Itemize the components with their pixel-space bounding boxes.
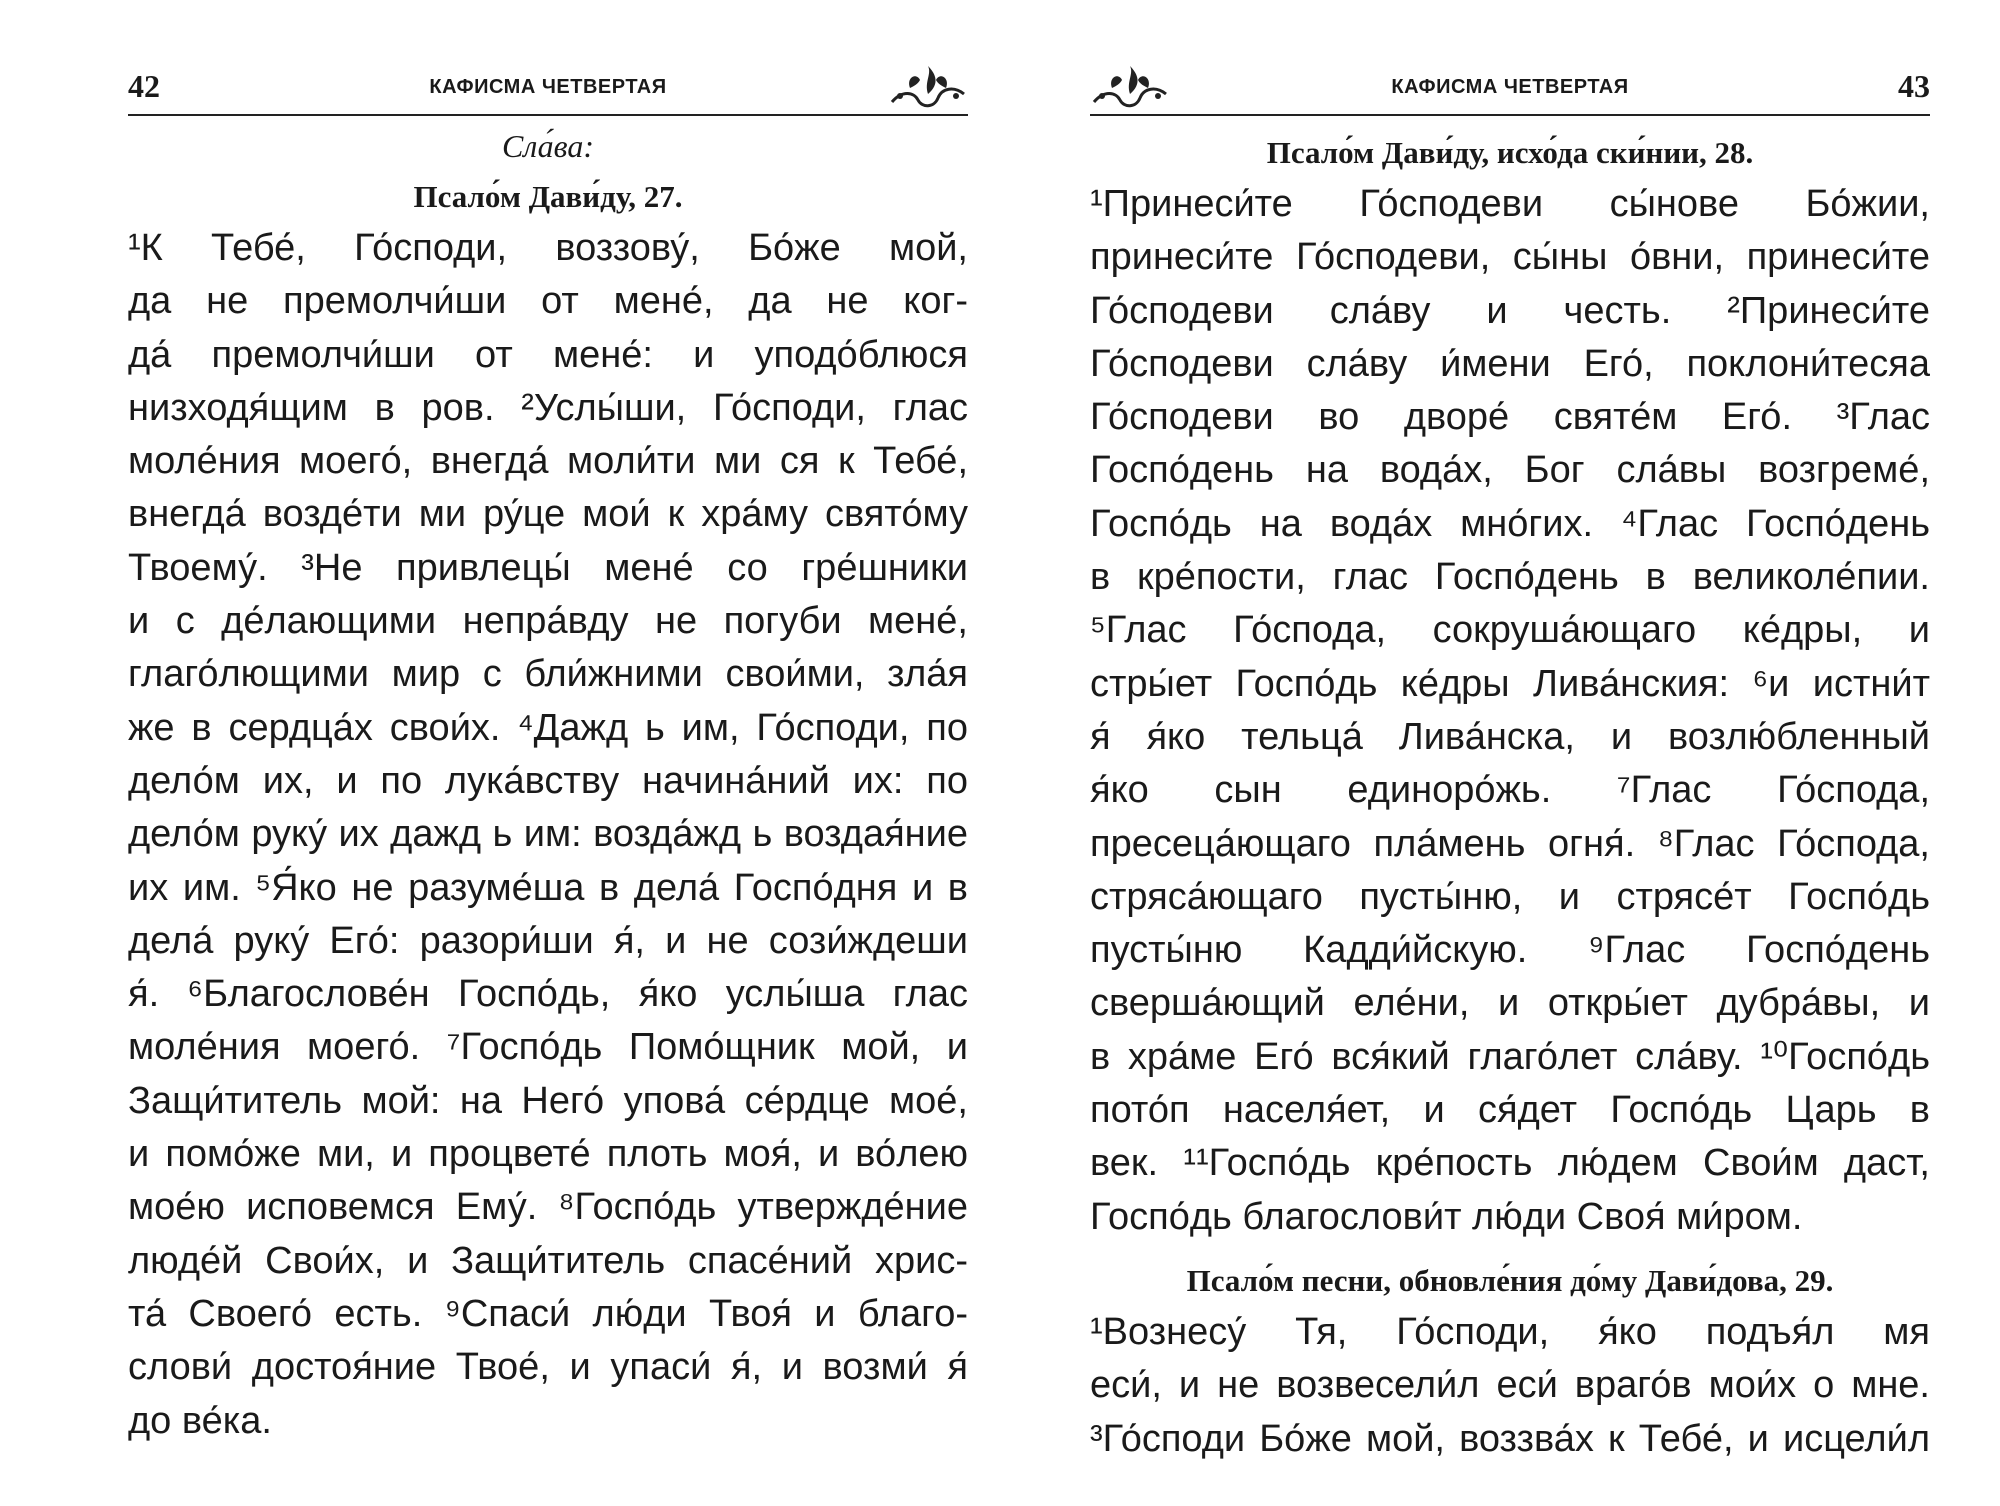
text-line: век. ¹¹Госпо́дь кре́пость лю́дем Свои́м даст,: [1090, 1142, 1930, 1185]
text-line: Защи́титель мой: на Него́ упова́ се́рдце мое́,: [128, 1079, 968, 1122]
text-line: дело́м руку́ их дажд ь им: возда́жд ь воздая́ние: [128, 813, 968, 856]
text-line: стряса́ющаго пусты́ню, и стрясе́т Госпо́дь: [1090, 875, 1930, 918]
text-line: слови́ достоя́ние Твое́, и упаси́ я́, и возми́ я́: [128, 1346, 968, 1389]
text-line: я́. ⁶Благослове́н Госпо́дь, я́ко услы́ша глас: [128, 973, 968, 1016]
text-line: Го́сподеви во дворе́ святе́м Его́. ³Глас: [1090, 396, 1930, 439]
text-line: я́ко сын единоро́жь. ⁷Глас Го́спода,: [1090, 769, 1930, 812]
text-line: ⁵Глас Го́спода, сокруша́ющаго ке́дры, и: [1090, 609, 1930, 652]
text-line: внегда́ возде́ти ми ру́це мои́ к хра́му свято́му: [128, 493, 968, 536]
psalm-title: Псало́м Дави́ду, 27.: [413, 179, 683, 214]
psalm-title: Псало́м песни, обновле́ния до́му Дави́дова, 29.: [1186, 1262, 1834, 1298]
text-line: пресеца́ющаго пла́мень огня́. ⁸Глас Го́спода,: [1090, 822, 1930, 865]
text-line: и с де́лающими непра́вду не погуби мене́,: [128, 600, 968, 643]
text-line: ¹К Тебе́, Го́споди, воззову́, Бо́же мой,: [128, 227, 968, 269]
text-line: мое́ю исповемся Ему́. ⁸Госпо́дь утвержде́ние: [128, 1186, 968, 1229]
text-line: до ве́ка.: [128, 1399, 272, 1442]
section-heading: Сла́ва:: [501, 128, 594, 164]
text-line: да́ премолчи́ши от мене́: и уподо́блюся: [128, 333, 968, 376]
text-line: и помо́же ми, и процвете́ плоть моя́, и во́лею: [128, 1133, 968, 1176]
text-line: ¹Принеси́те Го́сподеви сы́нове Бо́жии,: [1090, 183, 1930, 225]
floral-ornament-icon: [888, 64, 968, 110]
text-line: да не премолчи́ши от мене́, да не ког-: [128, 280, 968, 323]
text-line: их им. ⁵Я́ко не разуме́ша в дела́ Госпо́дня и в: [128, 866, 968, 909]
psalm-title: Псало́м Дави́ду, исхо́да ски́нии, 28.: [1266, 135, 1754, 170]
text-line: еси́, и не возвесели́л еси́ враго́в мои́х о мне.: [1090, 1364, 1930, 1407]
left-page-body: [128, 122, 968, 1448]
text-line: моле́ния моего́, внегда́ моли́ти ми ся к Тебе́,: [128, 440, 968, 483]
right-page-header: [1090, 62, 1930, 116]
text-line: сверша́ющий еле́ни, и откры́ет дубра́вы, и: [1090, 982, 1930, 1025]
left-page-header: [128, 62, 968, 116]
text-line: моле́ния моего́. ⁷Госпо́дь Помо́щник мой, и: [128, 1026, 968, 1069]
text-line: я́ я́ко тельца́ Лива́нска, и возлю́бленный: [1090, 715, 1930, 758]
text-line: дела́ руку́ Его́: разори́ши я́, и не сози́ждеши: [128, 919, 968, 962]
text-line: же в сердца́х свои́х. ⁴Дажд ь им, Го́споди, по: [128, 706, 968, 749]
text-line: принеси́те Го́сподеви, сы́ны о́вни, принеси́те: [1090, 236, 1930, 279]
text-line: та́ Своего́ есть. ⁹Спаси́ лю́ди Твоя́ и благо-: [128, 1292, 968, 1335]
text-line: Твоему́. ³Не привлецы́ мене́ со гре́шники: [128, 546, 968, 589]
text-line: Го́сподеви сла́ву и́мени Его́, поклони́тесяа: [1090, 342, 1930, 385]
text-line: Госпо́дь на вода́х мно́гих. ⁴Глас Госпо́день: [1090, 502, 1930, 545]
left-page: [128, 0, 968, 1506]
running-title: КАФИСМА ЧЕТВЕРТАЯ: [429, 76, 667, 98]
text-line: дело́м их, и по лука́вству начина́ний их: по: [128, 759, 968, 802]
right-page: [1090, 0, 1930, 1506]
text-line: ³Го́споди Бо́же мой, воззва́х к Тебе́, и исцели́л: [1090, 1417, 1930, 1460]
text-line: люде́й Свои́х, и Защи́титель спасе́ний хрис-: [128, 1239, 968, 1282]
right-page-body: [1090, 128, 1930, 1466]
text-line: Госпо́день на вода́х, Бог сла́вы возгреме́,: [1090, 449, 1930, 492]
text-line: Госпо́дь благослови́т лю́ди Своя́ ми́ром.: [1090, 1195, 1803, 1238]
psalm-text: [128, 222, 968, 1448]
psalm-text: [1090, 1306, 1930, 1466]
text-line: Го́сподеви сла́ву и честь. ²Принеси́те: [1090, 289, 1930, 332]
text-line: низходя́щим в ров. ²Услы́ши, Го́споди, глас: [128, 386, 968, 429]
page-number: 43: [1898, 68, 1930, 104]
text-line: ¹Вознесу́ Тя, Го́споди, я́ко подъя́л мя: [1090, 1310, 1930, 1353]
psalm-text: [1090, 178, 1930, 1244]
text-line: стры́ет Госпо́дь ке́дры Лива́нския: ⁶и истни́т: [1090, 662, 1930, 705]
text-line: глаго́лющими мир с бли́жними свои́ми, зла́я: [128, 653, 968, 696]
text-line: в хра́ме Его́ вся́кий глаго́лет сла́ву. ¹⁰Госпо́дь: [1090, 1035, 1930, 1078]
text-line: пусты́ню Кадди́йскую. ⁹Глас Госпо́день: [1090, 929, 1930, 972]
text-line: в кре́пости, глас Госпо́день в великоле́пии.: [1090, 556, 1930, 599]
text-line: пото́п населя́ет, и ся́дет Госпо́дь Царь в: [1090, 1089, 1930, 1132]
running-title: КАФИСМА ЧЕТВЕРТАЯ: [1391, 76, 1629, 98]
page-number: 42: [128, 68, 160, 104]
